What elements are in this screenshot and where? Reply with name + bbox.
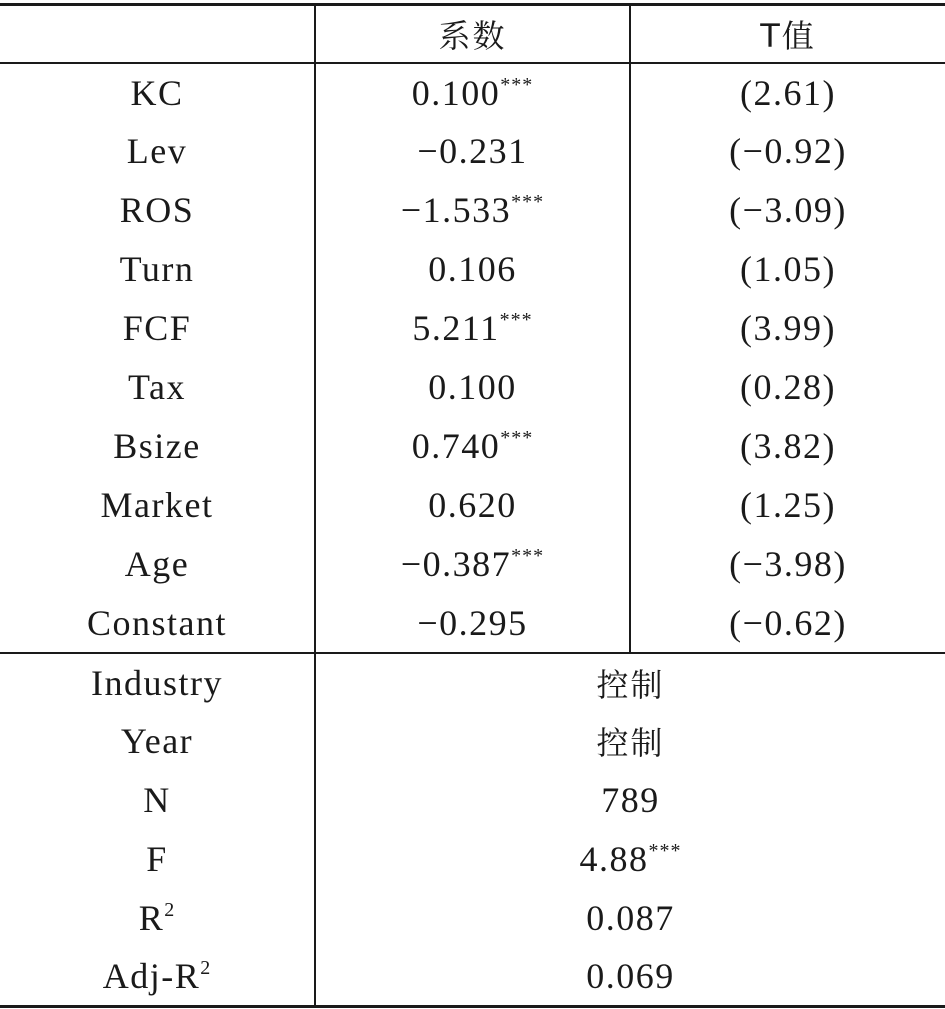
coefficient-value: 0.106 — [428, 249, 517, 289]
coefficient-cell — [315, 476, 630, 535]
variable-name: FCF — [0, 299, 315, 358]
summary-value: 0.069 — [315, 948, 945, 1007]
summary-value: 控制 — [596, 724, 665, 762]
summary-row-r2 — [0, 889, 945, 948]
significance-mark: *** — [511, 545, 545, 567]
summary-label-cell — [0, 948, 315, 1007]
t-value: (−0.62) — [729, 602, 847, 643]
variable-name: Lev — [0, 122, 315, 181]
summary-row-adj-r2 — [0, 948, 945, 1007]
summary-value: 4.88 — [579, 839, 649, 879]
t-value: (0.28) — [740, 367, 836, 407]
significance-mark: *** — [511, 191, 545, 213]
summary-label: R — [138, 898, 165, 938]
summary-label: Year — [0, 712, 315, 771]
variable-name: Market — [0, 476, 315, 535]
summary-label: F — [0, 830, 315, 889]
coefficient-cell — [315, 417, 630, 476]
summary-label-cell — [0, 889, 315, 948]
superscript: 2 — [164, 899, 176, 921]
header-variable — [0, 5, 315, 63]
header-coefficient: 系数 — [315, 5, 630, 63]
table-row — [0, 181, 945, 240]
coefficient-value: −0.295 — [417, 602, 528, 643]
summary-row-n — [0, 771, 945, 830]
coefficient-cell — [315, 299, 630, 358]
variable-name: ROS — [0, 181, 315, 240]
summary-value: 0.087 — [586, 898, 675, 938]
summary-value: 控制 — [315, 653, 945, 712]
table-row — [0, 417, 945, 476]
summary-row-year — [0, 712, 945, 771]
variable-name: Constant — [0, 594, 315, 653]
t-value: (3.99) — [740, 308, 836, 348]
coefficient-cell — [315, 240, 630, 299]
significance-mark: *** — [500, 427, 534, 449]
coefficient-value: −0.231 — [417, 131, 528, 171]
coefficient-value: −1.533 — [400, 190, 512, 230]
t-value: (−0.92) — [729, 131, 847, 171]
summary-label: Adj-R — [102, 956, 201, 997]
header-row — [0, 5, 945, 63]
coefficient-value: 0.100 — [411, 72, 501, 113]
coefficient-cell — [315, 594, 630, 653]
t-value: (−3.98) — [729, 544, 847, 584]
summary-value: 789 — [601, 780, 660, 820]
table-row — [0, 535, 945, 594]
t-value: (3.82) — [740, 426, 836, 466]
table-row — [0, 358, 945, 417]
table-row — [0, 63, 945, 122]
t-value: (2.61) — [740, 72, 836, 113]
table-row — [0, 122, 945, 181]
coefficient-cell — [315, 181, 630, 240]
summary-row-industry — [0, 653, 945, 712]
header-t-value: T值 — [630, 5, 945, 63]
coefficient-cell — [315, 122, 630, 181]
coefficient-rows — [0, 63, 945, 653]
significance-mark: *** — [499, 309, 533, 331]
table-row — [0, 240, 945, 299]
variable-name: Bsize — [0, 417, 315, 476]
coefficient-value: 5.211 — [412, 308, 500, 348]
coefficient-value: 0.100 — [428, 367, 517, 407]
table-row — [0, 299, 945, 358]
variable-name: Tax — [0, 358, 315, 417]
summary-value-cell — [315, 830, 945, 889]
variable-name: Turn — [0, 240, 315, 299]
summary-label: N — [0, 771, 315, 830]
coefficient-value: 0.620 — [428, 485, 517, 525]
coefficient-value: −0.387 — [400, 544, 512, 584]
coefficient-cell — [315, 358, 630, 417]
variable-name: Age — [0, 535, 315, 594]
superscript: 2 — [200, 957, 212, 980]
t-value: (1.05) — [740, 249, 836, 289]
table-row — [0, 476, 945, 535]
t-value: (−3.09) — [729, 190, 847, 230]
regression-table — [0, 3, 945, 1008]
coefficient-cell — [315, 63, 630, 122]
variable-name: KC — [0, 63, 315, 122]
summary-rows — [0, 653, 945, 1007]
table-row — [0, 594, 945, 653]
coefficient-cell — [315, 535, 630, 594]
significance-mark: *** — [500, 73, 534, 96]
t-value: (1.25) — [740, 485, 836, 525]
summary-label: Industry — [0, 653, 315, 712]
significance-mark: *** — [648, 840, 682, 862]
summary-row-f — [0, 830, 945, 889]
coefficient-value: 0.740 — [411, 426, 501, 466]
